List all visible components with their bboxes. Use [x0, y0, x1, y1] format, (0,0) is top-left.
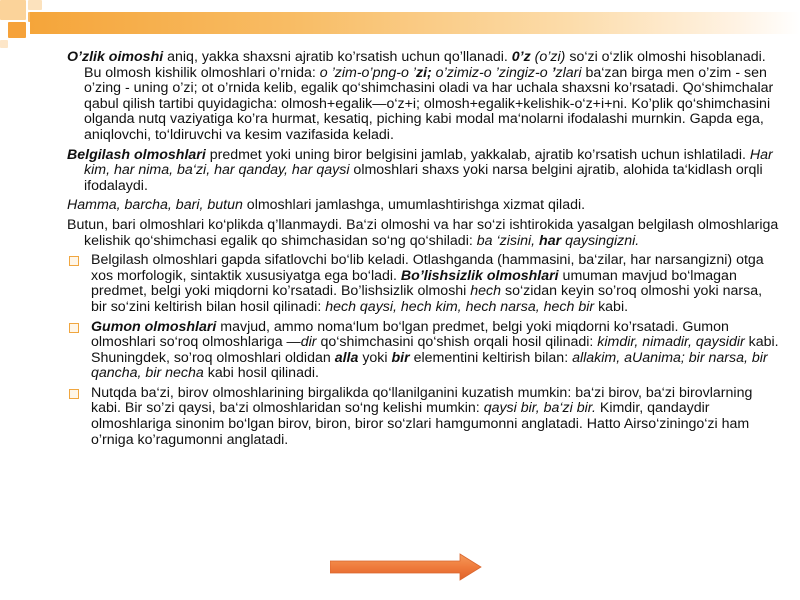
slide-content: [67, 50, 779, 452]
paragraph-butun-bari: Butun, bari olmoshlari ko‘plikda q’llanmaydi. Ba‘zi olmoshi va har so‘zi ishtirokida yasalgan belgilash olmoshlariga kelishik qo‘shimchasi egalik qo shimchasidan so‘ng qo‘shiladi: ba ‘zisini, har qaysingizni.: [67, 216, 779, 249]
square-bullet-icon: [69, 389, 79, 399]
term-belgilash-olmoshlari: Belgilash olmoshlari: [67, 146, 206, 163]
header-gradient-bar: [30, 12, 800, 34]
square-bullet-icon: [69, 256, 79, 266]
bullet-item-sifatlovchi: Belgilash olmoshlari gapda sifatlovchi bo‘lib keladi. Otlashganda (hammasini, ba‘zilar, har narsangizni) otga xos morfologik, sintaktik xususiyatga ega bo‘ladi. Bo’lishsizlik olmoshlari umuman mavjud bo‘lmagan predmet, belgi yoki miqdorni ko’rsatadi. Bo’lishsizlik olmoshi hech so‘zidan keyin so’roq olmoshi yoki narsa, bir so‘zini keltirish bilan hosil qilinadi: hech qaysi, hech kim, hech narsa, hech bir kabi.: [67, 253, 779, 315]
term-bolishsizlik-olmoshlari: Bo’lishsizlik olmoshlari: [400, 267, 559, 284]
square-bullet-icon: [69, 323, 79, 333]
bullet-item-nutqda: Nutqda ba‘zi, birov olmoshlarining birgalikda qo‘llanilganini kuzatish mumkin: ba‘zi birov, ba‘zi birovlarning kabi. Bir so’zi qaysi, ba‘zi olmoshlaridan so‘ng kelishi mumkin: qaysi bir, ba‘zi bir. Kimdir, qandaydir olmoshlariga sinonim bo‘lgan birov, biron, biror so‘zlari hamgumonni anglatadi. Hatto Airso‘ziningo‘zi ham o’rniga ko’ragumonni anglatadi.: [67, 386, 779, 448]
bullet-item-gumon-olmoshlari: Gumon olmoshlari mavjud, ammo noma‘lum bo‘lgan predmet, belgi yoki miqdorni ko’rsatadi. Gumon olmoshlari so‘roq olmoshlariga —dir qo‘shimchasini qo‘shish orqali hosil qilinadi: kimdir, nimadir, qaysidir kabi. Shuningdek, so’roq olmoshlari oldidan alla yoki bir elementini keltirish bilan: allakim, aUanima; bir narsa, bir qancha, bir necha kabi hosil qilinadi.: [67, 320, 779, 382]
term-ozlik-olmoshi: O’zlik oimoshi: [67, 49, 164, 65]
term-gumon-olmoshlari: Gumon olmoshlari: [91, 318, 217, 335]
paragraph-hamma-barcha: Hamma, barcha, bari, butun olmoshlari jamlashga, umumlashtirishga xizmat qiladi.: [67, 197, 586, 214]
paragraph-belgilash-olmoshlari: Belgilash olmoshlari predmet yoki uning biror belgisini jamlab, yakkalab, ajratib ko’rsatish uchun ishlatiladi. Har kim, har nima, ba‘zi, har qanday, har qaysi olmoshlari shaxs yoki narsa belgini ajratib, alohida ta‘kidlash orqli ifodalaydi.: [67, 146, 773, 194]
paragraph-ozlik-olmoshi: O’zlik oimoshi aniq, yakka shaxsni ajratib ko’rsatish uchun qo’llanadi. 0’z (o’zi) so‘zi o‘zlik olmoshi hisoblanadi. Bu olmosh kishilik olmoshlari o’rnida: o ’zim-o’png-o ’zi; o’zimiz-o ’zingiz-o ’zlari ba‘zan birga men o’zim - sen o’zing - uning o’zi; ot o’rnida kelib, egalik qo‘shimchasini oladi va har uchala shaxsni ko’rsatadi. Qo‘shimchalar qabul qilish tartibi quyidagicha: olmosh+egalik—o‘z+i; olmosh+egalik+kelishik-o‘z+i+ni. Ko’plik qo‘shimchasini olganda nutq vaziyatiga ko’ra hurmat, kesatiq, piching kabi modal ma‘nolarni ifodalashi murnkin. Gapda ega, aniqlovchi, to‘ldiruvchi va kesim vazifasida keladi.: [67, 49, 774, 143]
right-arrow-icon[interactable]: [330, 553, 482, 581]
